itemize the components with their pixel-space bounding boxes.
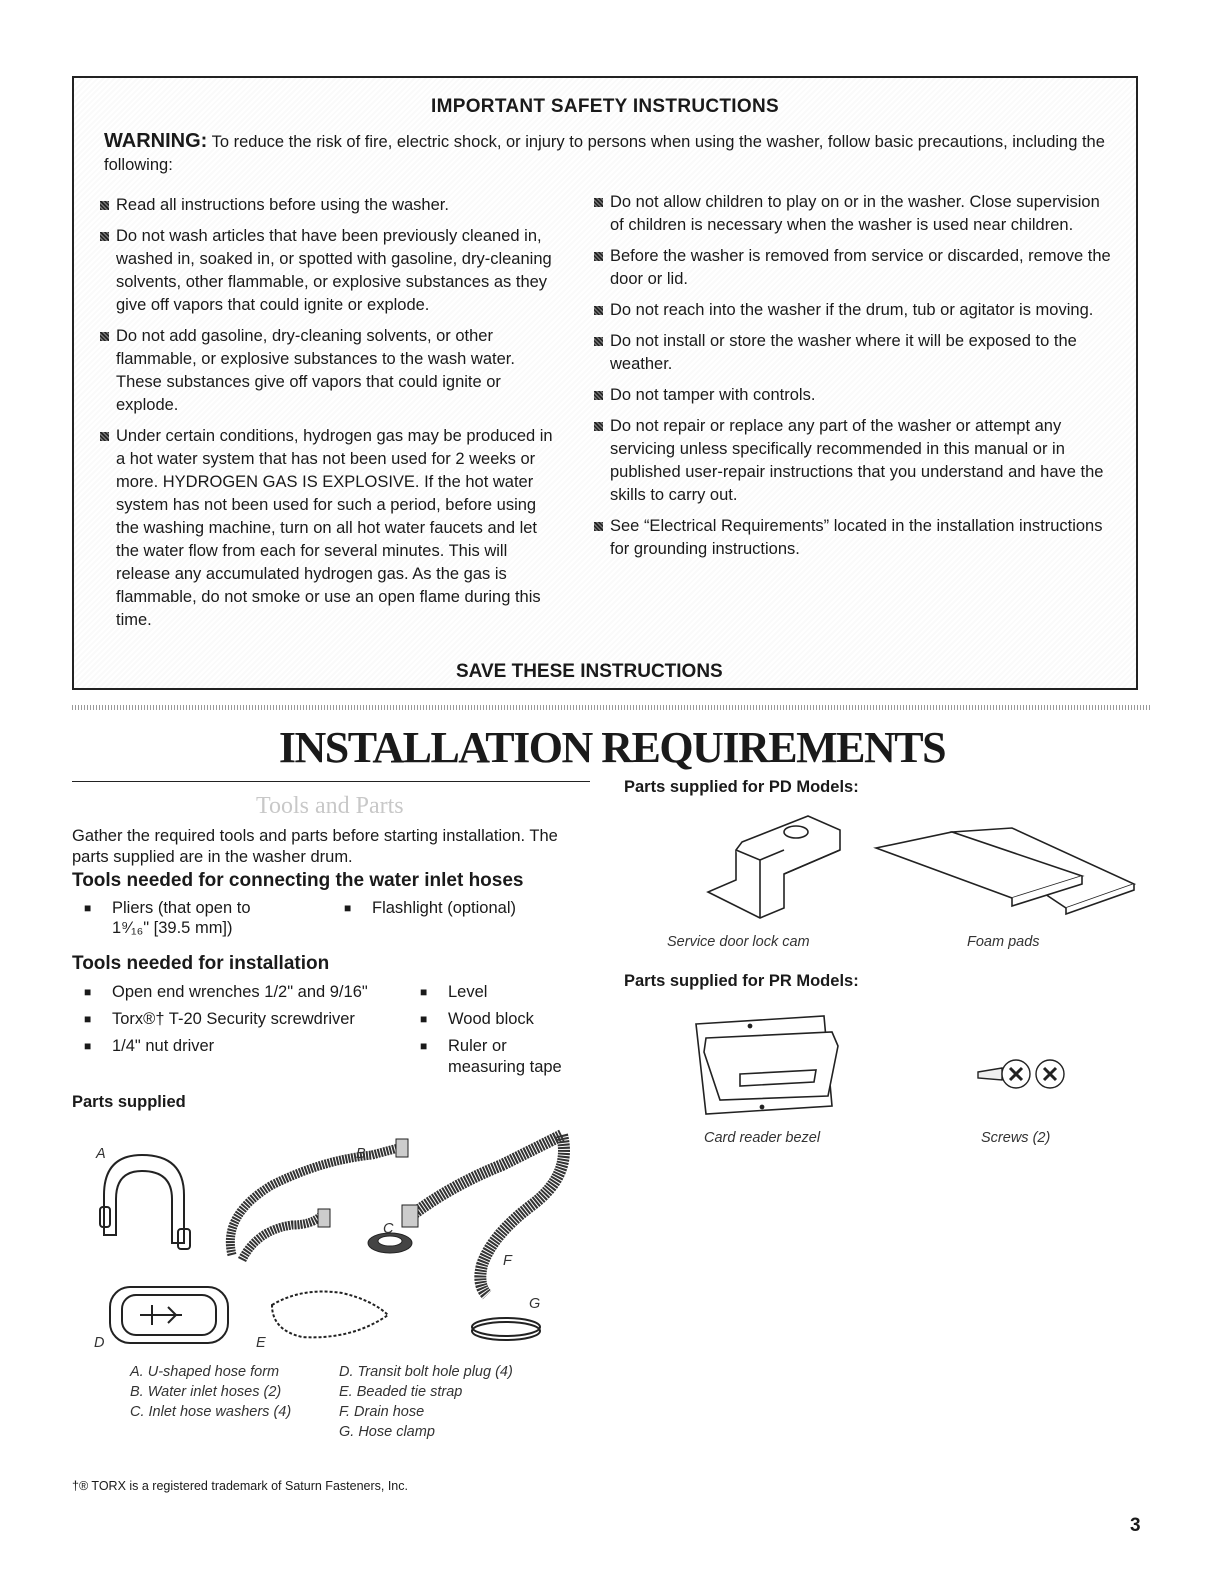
section-rule [72, 781, 590, 782]
part-letter: D [94, 1335, 105, 1351]
section-title: Tools and Parts [256, 793, 404, 819]
safety-bullet: Under certain conditions, hydrogen gas may be produced in a hot water system that has not been used for 2 weeks or more. HYDROGEN GAS IS EXPLOSIVE. If the hot water system has not been used for such a period, before using the washing machine, turn on all hot water faucets and let the water flow from each for several minutes. This will release any accumulated hydrogen gas. As the gas is flammable, do not smoke or use an open flame during this time. [98, 425, 558, 632]
part-letter: E [256, 1335, 266, 1351]
safety-left-list [98, 194, 558, 640]
intro-text: Gather the required tools and parts before starting installation. The parts supplied are in the washer drum. [72, 827, 558, 866]
part-letter: G [529, 1296, 541, 1312]
legend-item: E. Beaded tie strap [339, 1384, 463, 1400]
water-tools-heading: Tools needed for connecting the water inlet hoses [72, 870, 524, 891]
parts-illustration [72, 1115, 592, 1355]
safety-bullet: Read all instructions before using the washer. [98, 194, 558, 217]
safety-box [72, 76, 1138, 690]
safety-bullet: Do not tamper with controls. [592, 384, 1112, 407]
warning-paragraph [104, 130, 1114, 177]
pr-parts-heading: Parts supplied for PR Models: [624, 972, 859, 990]
part-letter: A [96, 1146, 106, 1162]
parts-legend-right [339, 1362, 513, 1442]
safety-bullet: Do not reach into the washer if the drum, tub or agitator is moving. [592, 299, 1112, 322]
screws-drawing [972, 1050, 1072, 1100]
tool-item: ■ Wood block [448, 1009, 534, 1030]
safety-bullet: Do not repair or replace any part of the washer or attempt any servicing unless specifically recommended in this manual or in published user-repair instructions that you understand and have the skills to carry out. [592, 415, 1112, 507]
safety-bullet: Do not wash articles that have been previously cleaned in, washed in, soaked in, or spotted with gasoline, dry-cleaning solvents, other flammable, or explosive substances as they give off vapors that could ignite or explode. [98, 225, 558, 317]
foam-pads-drawing [872, 826, 1138, 916]
install-tools-heading: Tools needed for installation [72, 953, 330, 974]
dotted-divider [72, 705, 1152, 710]
tool-item-cont: 1⁹⁄₁₆" [39.5 mm]) [112, 919, 233, 937]
legend-item: F. Drain hose [339, 1404, 425, 1420]
tool-item: ■ Level [448, 982, 487, 1003]
pd-parts-heading: Parts supplied for PD Models: [624, 778, 859, 796]
card-reader-bezel-drawing [692, 1010, 862, 1120]
caption-screws: Screws (2) [981, 1130, 1051, 1146]
tool-item: ■ Flashlight (optional) [372, 898, 516, 919]
safety-bullet: Do not install or store the washer where it will be exposed to the weather. [592, 330, 1112, 376]
tool-item: ■ 1/4" nut driver [112, 1036, 214, 1057]
trademark-footnote: †® TORX is a registered trademark of Saturn Fasteners, Inc. [72, 1479, 408, 1493]
tie-strap-drawing [272, 1292, 388, 1338]
page-number: 3 [1130, 1515, 1141, 1536]
tool-item-cont: measuring tape [448, 1058, 562, 1076]
legend-item: C. Inlet hose washers (4) [130, 1404, 292, 1420]
warning-label: WARNING: [104, 130, 208, 152]
u-hose-form-drawing [100, 1155, 190, 1249]
legend-item: G. Hose clamp [339, 1424, 435, 1440]
caption-door-lock-cam: Service door lock cam [667, 934, 810, 950]
legend-item: A. U-shaped hose form [130, 1364, 280, 1380]
safety-bullet: Do not allow children to play on or in the washer. Close supervision of children is necessary when the washer is used near children. [592, 191, 1112, 237]
hose-clamp-drawing [472, 1318, 540, 1340]
bolt-plug-drawing [110, 1287, 228, 1343]
tool-item: ■ Torx®† T-20 Security screwdriver [112, 1009, 355, 1030]
legend-item: B. Water inlet hoses (2) [130, 1384, 282, 1400]
door-lock-cam-drawing [700, 810, 850, 920]
safety-bullet: See “Electrical Requirements” located in the installation instructions for grounding instructions. [592, 515, 1112, 561]
caption-foam-pads: Foam pads [967, 934, 1040, 950]
safety-heading: IMPORTANT SAFETY INSTRUCTIONS [431, 96, 779, 117]
part-letter: B [356, 1146, 366, 1162]
save-instructions: SAVE THESE INSTRUCTIONS [456, 661, 723, 682]
parts-supplied-label: Parts supplied [72, 1093, 186, 1111]
tool-item: ■ Ruler or [448, 1036, 507, 1057]
safety-bullet: Before the washer is removed from service or discarded, remove the door or lid. [592, 245, 1112, 291]
drain-hose-drawing [402, 1135, 564, 1295]
parts-legend-left [130, 1362, 291, 1422]
safety-right-list [592, 191, 1112, 569]
legend-item: D. Transit bolt hole plug (4) [339, 1364, 513, 1380]
page-title: INSTALLATION REQUIREMENTS [278, 723, 946, 772]
part-letter: C [383, 1221, 394, 1237]
tool-item: ■ Open end wrenches 1/2" and 9/16" [112, 982, 368, 1003]
warning-text: To reduce the risk of fire, electric shock, or injury to persons when using the washer, follow basic precautions, including the following: [104, 133, 1105, 174]
tool-item: ■ Pliers (that open to [112, 898, 251, 919]
safety-bullet: Do not add gasoline, dry-cleaning solvents, or other flammable, or explosive substances to the wash water. These substances give off vapors that could ignite or explode. [98, 325, 558, 417]
part-letter: F [503, 1253, 512, 1269]
caption-card-reader-bezel: Card reader bezel [704, 1130, 821, 1146]
